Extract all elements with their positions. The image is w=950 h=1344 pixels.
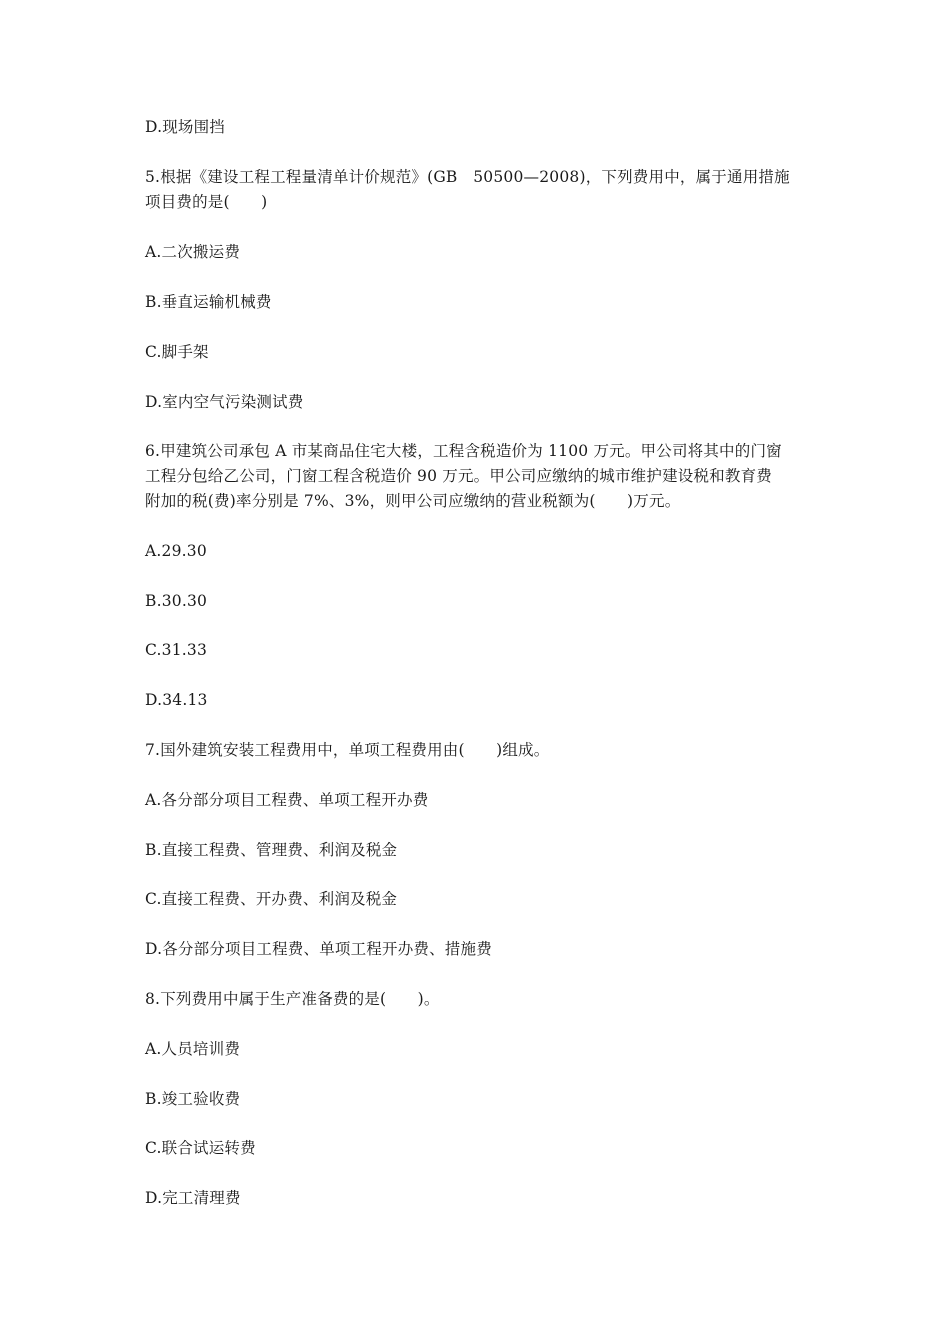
q6-stem-line-3: 附加的税(费)率分别是 7%、3%，则甲公司应缴纳的营业税额为( )万元。 [145, 492, 681, 510]
q6-stem-line-2: 工程分包给乙公司，门窗工程含税造价 90 万元。甲公司应缴纳的城市维护建设税和教育费 [145, 467, 772, 485]
q7-option-c: C.直接工程费、开办费、利润及税金 [145, 890, 398, 908]
q8-option-b: B.竣工验收费 [145, 1090, 241, 1108]
q6-option-c: C.31.33 [145, 641, 208, 659]
q5-option-b: B.垂直运输机械费 [145, 293, 272, 311]
q7-stem: 7.国外建筑安装工程费用中，单项工程费用由( )组成。 [145, 741, 550, 759]
q6-stem-line-1: 6.甲建筑公司承包 A 市某商品住宅大楼，工程含税造价为 1100 万元。甲公司将其中的门窗 [145, 442, 782, 460]
q5-option-c: C.脚手架 [145, 343, 209, 361]
q8-option-a: A.人员培训费 [145, 1040, 241, 1058]
q7-option-d: D.各分部分项目工程费、单项工程开办费、措施费 [145, 940, 492, 958]
q5-stem-line-2: 项目费的是( ) [145, 193, 268, 211]
q6-option-b: B.30.30 [145, 592, 208, 610]
q5-option-a: A.二次搬运费 [145, 243, 241, 261]
q7-option-a: A.各分部分项目工程费、单项工程开办费 [145, 791, 429, 809]
q6-option-a: A.29.30 [145, 542, 207, 560]
q5-option-d: D.室内空气污染测试费 [145, 393, 304, 411]
q5-stem-line-1: 5.根据《建设工程工程量清单计价规范》(GB 50500—2008)，下列费用中，属于通用措施 [145, 168, 790, 186]
q8-option-c: C.联合试运转费 [145, 1139, 256, 1157]
q8-stem: 8.下列费用中属于生产准备费的是( )。 [145, 990, 440, 1008]
q6-option-d: D.34.13 [145, 691, 208, 709]
q4-option-d: D.现场围挡 [145, 118, 226, 136]
q7-option-b: B.直接工程费、管理费、利润及税金 [145, 841, 398, 859]
q8-option-d: D.完工清理费 [145, 1189, 241, 1207]
